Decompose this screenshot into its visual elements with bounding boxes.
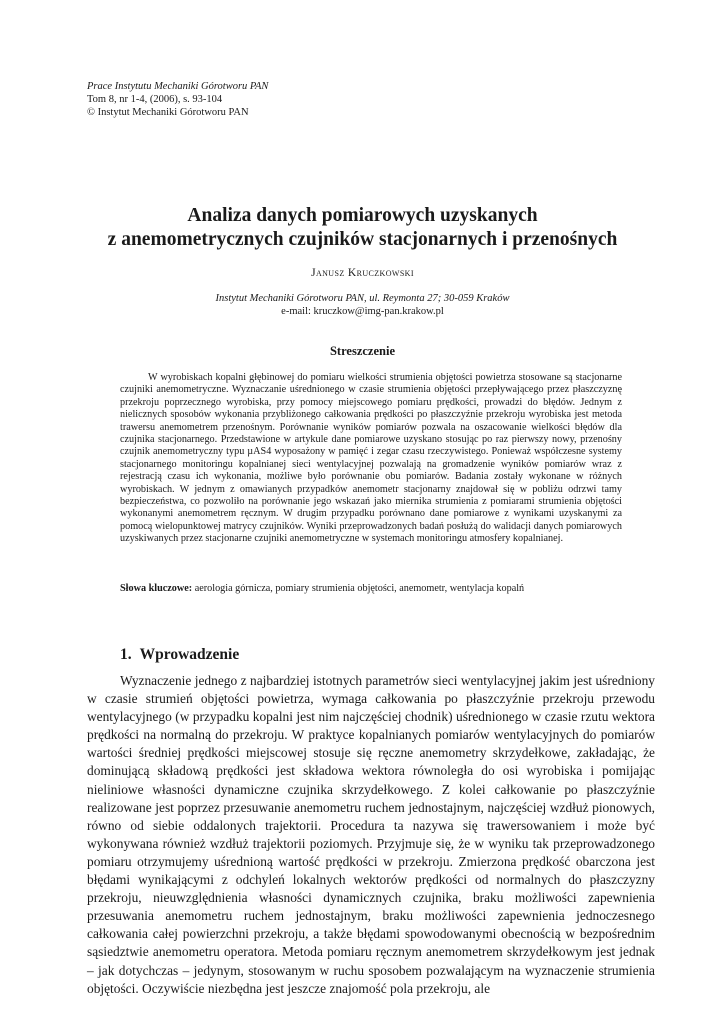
section-number: 1.	[120, 646, 132, 663]
section-body-text: Wyznaczenie jednego z najbardziej istotnych parametrów sieci wentylacyjnej jakim jest uśredniony w czasie strumień objętości powietrza, wymaga całkowania po płaszczyźnie przekroju przewodu wentylacyjnego (w przypadku kopalni jest nim najczęściej chodnik) uśrednionego w czasie rzutu wektora prędkości na normalną do przekroju. W praktyce kopalnianych pomiarów wentylacyjnych do pomiarów wartości średniej prędkości miejscowej stosuje się ręczne anemometry skrzydełkowe, zakładając, że dominującą składową prędkości jest składowa wektora równoległa do osi wyrobiska i pomijając nieliniowe własności dynamiczne czujnika skrzydełkowego. Z kolei całkowanie po płaszczyźnie realizowane jest poprzez przesuwanie anemometru ruchem jednostajnym, najczęściej wzdłuż pionowych, równo od siebie oddalonych trajektorii. Procedura ta nazywa się trawersowaniem i może być wykonywana również wzdłuż trajektorii poziomych. Przyjmuje się, że w wyniku tak przeprowadzonego pomiaru otrzymujemy uśrednioną wartość prędkości w przekroju. Zmierzona prędkość obarczona jest błędami wynikającymi z odchyleń lokalnych wektorów prędkości od normalnych do płaszczyzny przekroju, nieuwzględnienia własności dynamicznych czujnika, braku możliwości zapewnienia przesuwania anemometru ruchem jednostajnym, braku możliwości zapewnienia jednoczesnego całkowania całej powierzchni przekroju, a także błędami spowodowanymi obecnością w bezpośrednim sąsiedztwie anemometru operatora. Metoda pomiaru ręcznym anemometrem skrzydełkowym jest jednak – jak dotychczas – jedynym, stosowanym w ruchu sposobem pozwalającym na wyznaczenie strumienia objętości. Oczywiście niezbędna jest jeszcze znajomość pola przekroju, ale	[87, 673, 655, 996]
journal-volume: Tom 8, nr 1-4, (2006), s. 93-104	[87, 94, 223, 105]
section-heading	[120, 646, 239, 664]
article-title-line-2: z anemometrycznych czujników stacjonarnych i przenośnych	[107, 229, 618, 250]
author-affiliation-block	[60, 292, 665, 318]
article-author: Janusz Kruczkowski	[311, 267, 414, 279]
abstract-text: W wyrobiskach kopalni głębinowej do pomiaru wielkości strumienia objętości powietrza stosowane są stacjonarne czujniki anemometryczne. Wyznaczanie uśrednionego w czasie strumienia objętości przepływającego przez płaszczyznę przekroju poprzecznego wyrobiska, przy pomocy miejscowego pomiaru prędkości, prowadzi do błędów. Jednym z nielicznych sposobów wykonania przybliżonego całkowania prędkości po płaszczyźnie przekroju wyrobiska jest metoda trawersu anemometrem przenośnym. Porównanie wyników pomiarów pozwala na oszacowanie wielkości błędów dla czujnika stacjonarnego. Przedstawione w artykule dane pomiarowe uzyskano stosując po raz pierwszy nowy, przenośny czujnik anemometryczny typu µAS4 wyposażony w pamięć i zegar czasu rzeczywistego. Ponieważ współczesne systemy stacjonarnego monitoringu kopalnianej sieci wentylacyjnej pozwalają na gromadzenie wyników pomiarów wraz z rejestracją czasu ich wykonania, możliwe było porównanie obu pomiarów. Badania zostały wykonane w różnych wyrobiskach. W jednym z omawianych przypadków anemometr stacjonarny znajdował się w pobliżu odrzwi tamy bezpieczeństwa, co pozwoliło na porównanie jego wskazań jako miernika strumienia z pomiarami strumienia objętości wykonanymi anemometrem ręcznym. W drugim przypadku porównano dane pomiarowe z wynikami uzyskanymi za pomocą wielopunktowej matrycy czujników. Wyniki przeprowadzonych badań posłużą do walidacji danych pomiarowych uzyskiwanych przez stacjonarne czujniki anemometryczne w systemach monitoringu atmosfery kopalnianej.	[120, 372, 622, 545]
journal-copyright: © Instytut Mechaniki Górotworu PAN	[87, 107, 249, 118]
keywords	[120, 583, 622, 595]
journal-title: Prace Instytutu Mechaniki Górotworu PAN	[87, 81, 269, 92]
keywords-text: aerologia górnicza, pomiary strumienia objętości, anemometr, wentylacja kopalń	[192, 583, 525, 594]
section-title: Wprowadzenie	[139, 646, 240, 663]
keywords-label: Słowa kluczowe:	[120, 583, 193, 594]
article-title-line-1: Analiza danych pomiarowych uzyskanych	[187, 205, 538, 226]
abstract-heading: Streszczenie	[329, 344, 395, 358]
author-affiliation: Instytut Mechaniki Górotworu PAN, ul. Reymonta 27; 30-059 Kraków	[215, 293, 510, 304]
journal-info	[87, 80, 268, 119]
article-title	[60, 204, 665, 252]
author-email: e-mail: kruczkow@img-pan.krakow.pl	[281, 306, 444, 317]
